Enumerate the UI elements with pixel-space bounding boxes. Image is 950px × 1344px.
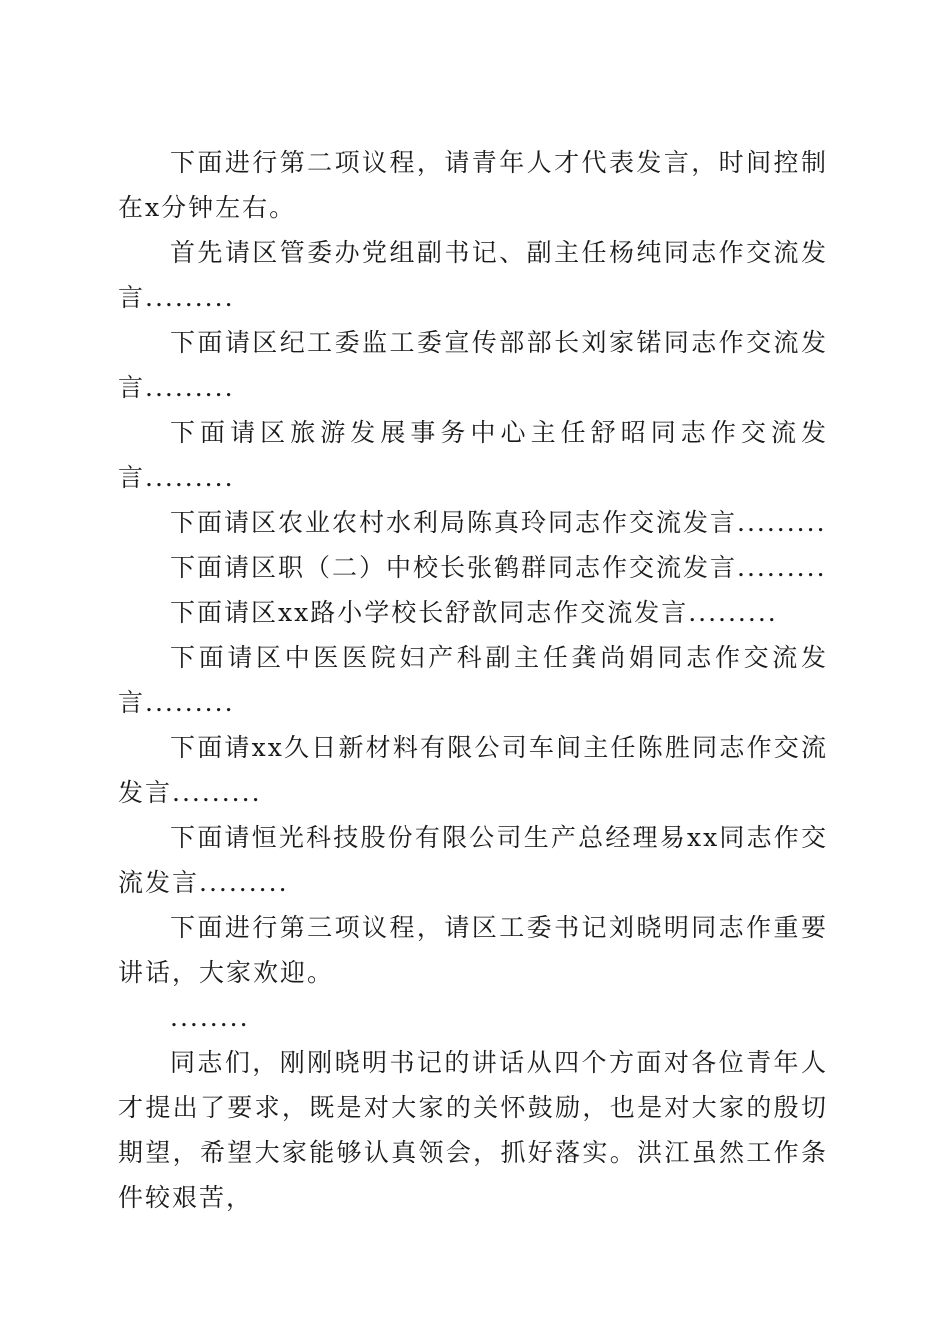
paragraph-agenda-item-two: 下面进行第二项议程，请青年人才代表发言，时间控制在x分钟左右。	[118, 148, 828, 222]
paragraph-speaker-1: 首先请区管委办党组副书记、副主任杨纯同志作交流发言.........	[118, 238, 828, 312]
document-body	[118, 140, 828, 1220]
paragraph-speaker-6: 下面请区xx路小学校长舒歆同志作交流发言.........	[170, 598, 778, 627]
paragraph-speaker-4: 下面请区农业农村水利局陈真玲同志作交流发言.........	[170, 508, 827, 537]
paragraph-ellipsis: ........	[170, 1003, 250, 1032]
paragraph-speaker-7: 下面请区中医医院妇产科副主任龚尚娟同志作交流发言.........	[118, 643, 828, 717]
paragraph-speaker-9: 下面请恒光科技股份有限公司生产总经理易xx同志作交流发言.........	[118, 823, 828, 897]
paragraph-speaker-8: 下面请xx久日新材料有限公司车间主任陈胜同志作交流发言.........	[118, 733, 828, 807]
paragraph-agenda-item-three: 下面进行第三项议程，请区工委书记刘晓明同志作重要讲话，大家欢迎。	[118, 913, 828, 987]
paragraph-speaker-2: 下面请区纪工委监工委宣传部部长刘家锘同志作交流发言.........	[118, 328, 828, 402]
paragraph-speaker-5: 下面请区职（二）中校长张鹤群同志作交流发言.........	[170, 553, 827, 582]
paragraph-closing-remarks: 同志们，刚刚晓明书记的讲话从四个方面对各位青年人才提出了要求，既是对大家的关怀鼓励，也是对大家的殷切期望，希望大家能够认真领会，抓好落实。洪江虽然工作条件较艰苦，	[118, 1048, 828, 1212]
paragraph-speaker-3: 下面请区旅游发展事务中心主任舒昭同志作交流发言.........	[118, 418, 828, 492]
